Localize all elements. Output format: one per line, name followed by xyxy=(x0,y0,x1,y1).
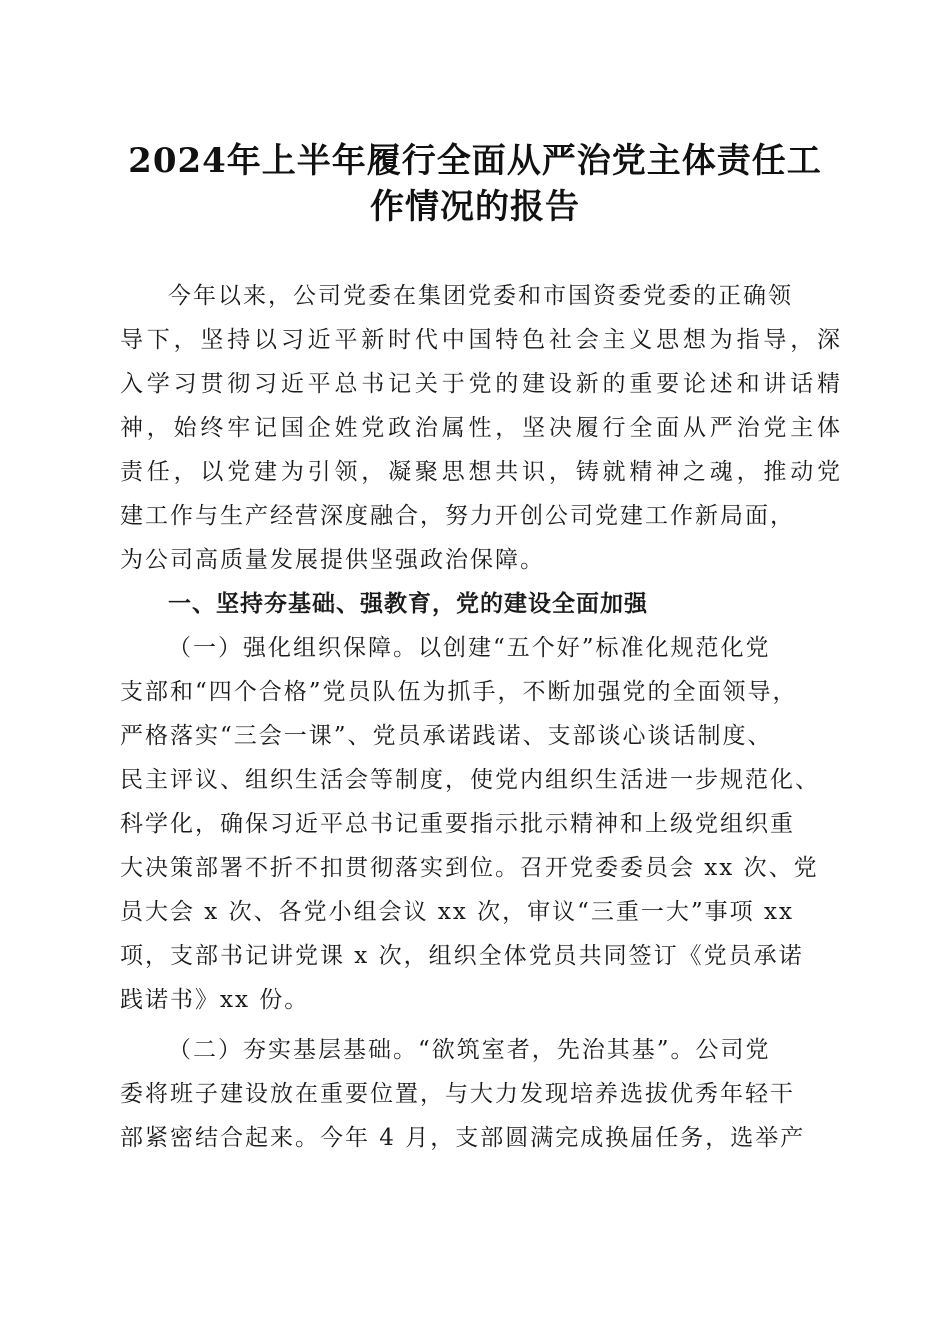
document-title xyxy=(120,138,830,230)
document-body xyxy=(120,274,840,1160)
sub1-line: （一）强化组织保障。以创建“五个好”标准化规范化党 xyxy=(168,635,771,661)
intro-line: 今年以来，公司党委在集团党委和市国资委党委的正确领 xyxy=(168,283,793,309)
sub1-line: 践诺书》xx 份。 xyxy=(120,987,310,1013)
sub1-line: 民主评议、组织生活会等制度，使党内组织生活进一步规范化、 xyxy=(120,767,820,793)
intro-line: 责任，以党建为引领，凝聚思想共识，铸就精神之魂，推动党 xyxy=(120,459,840,485)
title-line-2: 作情况的报告 xyxy=(370,187,580,227)
intro-line: 导下，坚持以习近平新时代中国特色社会主义思想为指导，深 xyxy=(120,327,840,353)
intro-line: 建工作与生产经营深度融合，努力开创公司党建工作新局面， xyxy=(120,503,795,529)
sub1-line: 大决策部署不折不扣贯彻落实到位。召开党委委员会 xx 次、党 xyxy=(120,855,819,881)
sub1-line: 严格落实“三会一课”、党员承诺践诺、支部谈心谈话制度、 xyxy=(120,723,773,749)
intro-line: 为公司高质量发展提供坚强政治保障。 xyxy=(120,547,545,573)
sub1-line: 支部和“四个合格”党员队伍为抓手，不断加强党的全面领导， xyxy=(120,679,798,705)
sub1-line: 科学化，确保习近平总书记重要指示批示精神和上级党组织重 xyxy=(120,811,795,837)
intro-line: 入学习贯彻习近平总书记关于党的建设新的重要论述和讲话精 xyxy=(120,371,840,397)
title-line-1: 2024年上半年履行全面从严治党主体责任工 xyxy=(128,141,822,181)
intro-line: 神，始终牢记国企姓党政治属性，坚决履行全面从严治党主体 xyxy=(120,415,840,441)
sub2-line: 部紧密结合起来。今年 4 月，支部圆满完成换届任务，选举产 xyxy=(120,1125,806,1151)
section-heading: 一、坚持夯基础、强教育，党的建设全面加强 xyxy=(168,591,648,617)
sub1-line: 员大会 x 次、各党小组会议 xx 次，审议“三重一大”事项 xx xyxy=(120,899,794,925)
sub1-line: 项，支部书记讲党课 x 次，组织全体党员共同签订《党员承诺 xyxy=(120,943,804,969)
sub2-line: 委将班子建设放在重要位置，与大力发现培养选拔优秀年轻干 xyxy=(120,1081,795,1107)
sub2-line: （二）夯实基层基础。“欲筑室者，先治其基”。公司党 xyxy=(168,1037,771,1063)
